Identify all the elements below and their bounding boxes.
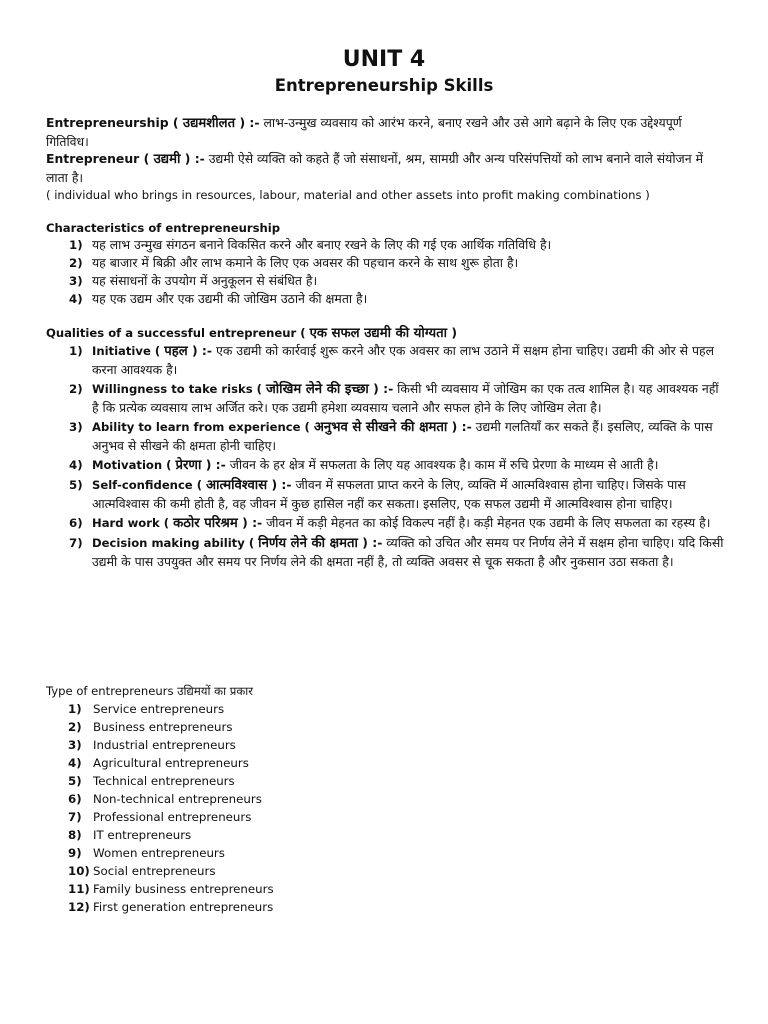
quality-hindi: प्रेरणा [175,458,202,473]
quality-close: ) :- [357,535,383,550]
list-number: 7) [68,810,82,824]
list-item [46,514,726,533]
list-number: 3) [69,420,83,434]
list-item [46,534,726,571]
quality-label: Hard work ( [92,516,174,530]
list-item [46,718,726,736]
quality-text: जीवन में कड़ी मेहनत का कोई विकल्प नहीं है। कड़ी मेहनत एक उद्यमी के लिए सफलता का रहस्य है। [262,515,711,530]
list-text: Social entrepreneurs [93,864,216,878]
quality-text: एक उद्यमी को कार्रवाई शुरू करने और एक अवसर का लाभ उठाने में सक्षम होना चाहिए। उद्यमी की ओर से पहल करना आवश्यक है। [92,343,715,377]
definition-text: लाभ-उन्मुख व्यवसाय को आरंभ करने, बनाए रखने और उसे आगे बढ़ाने के लिए एक उद्देश्यपूर्ण गितिविध। [46,115,682,149]
quality-hindi: जोखिम लेने की इच्छा [265,382,369,397]
list-number: 1) [69,238,83,252]
list-item [46,880,726,898]
qualities-heading-label: Qualities of a successful entrepreneur ( [46,326,310,340]
list-number: 4) [68,756,82,770]
quality-close: ) :- [237,515,263,530]
list-text: यह संसाधनों के उपयोग में अनुकूलन से संबंधित है। [92,273,318,288]
list-text: यह लाभ उन्मुख संगठन बनाने विकसित करने और बनाए रखने के लिए की गई एक आर्थिक गतिविधि है। [92,237,552,252]
list-item [46,254,726,272]
list-number: 2) [69,256,83,270]
page-subtitle: Entrepreneurship Skills [274,76,494,95]
list-text: First generation entrepreneurs [93,900,274,914]
entrepreneur-definition [46,150,726,187]
list-text: Industrial entrepreneurs [93,738,236,752]
quality-hindi: पहल [164,344,188,359]
unit-title: UNIT 4 [342,47,426,72]
term-close: ) :- [180,151,205,166]
list-item [46,772,726,790]
term-hindi: उद्यमी [153,152,181,167]
list-item [46,380,726,417]
list-item [46,236,726,254]
list-number: 12) [68,900,90,914]
list-number: 11) [68,882,90,896]
list-text: Family business entrepreneurs [93,882,274,896]
list-number: 2) [69,382,83,396]
quality-close: ) :- [201,457,226,472]
list-number: 5) [69,478,83,492]
qualities-heading [46,324,726,343]
characteristics-list [46,236,726,308]
quality-text: उद्यमी गलतियाँ कर सकते हैं। इसलिए, व्यक्ति के पास अनुभव से सीखने की क्षमता होनी चाहिए। [92,419,713,453]
list-number: 9) [68,846,82,860]
list-item [46,790,726,808]
list-item [46,808,726,826]
list-text: Professional entrepreneurs [93,810,252,824]
list-text: यह एक उद्यम और एक उद्यमी की जोखिम उठाने की क्षमता है। [92,291,368,306]
quality-text: व्यक्ति को उचित और समय पर निर्णय लेने में सक्षम होना चाहिए। यदि किसी उद्यमी के पास उपयुक्त और समय पर निर्णय लेने की क्षमता नहीं है, तो व्यक्ति अवसर से चूक सकता है और नुकसान उठा सकता है। [92,535,724,569]
quality-text: जीवन में सफलता प्राप्त करने के लिए, व्यक्ति में आत्मविश्वास होना चाहिए। जिसके पास आत्मविश्वास की कमी होती है, वह जीवन में कुछ हासिल नहीं कर सकता। इसलिए, एक सफल उद्यमी में आत्मविश्वास होना चाहिए। [92,477,686,511]
types-list [46,700,726,916]
list-item [46,700,726,718]
list-text: Non-technical entrepreneurs [93,792,262,806]
list-item [46,476,726,513]
quality-close: ) :- [267,477,292,492]
list-number: 1) [68,702,82,716]
term-label: Entrepreneurship ( [46,115,183,130]
list-number: 10) [68,864,90,878]
qualities-heading-hindi: एक सफल उद्यमी की योग्यता [309,326,448,341]
list-item [46,898,726,916]
types-heading: Type of entrepreneurs उद्यिमयों का प्रकार [46,684,254,698]
list-text: यह बाजार में बिक्री और लाभ कमाने के लिए एक अवसर की पहचान करने के साथ शुरू होता है। [92,255,519,270]
entrepreneurship-definition [46,114,726,151]
quality-close: ) :- [368,381,394,396]
quality-close: ) :- [447,419,472,434]
quality-text: किसी भी व्यवसाय में जोखिम का एक तत्व शामिल है। यह आवश्यक नहीं है कि प्रत्येक व्यवसाय लाभ अर्जित करे। एक उद्यमी हमेशा व्यवसाय चलाने और सफल होने के लिए जोखिम लेता है। [92,381,719,415]
quality-label: Initiative ( [92,344,165,358]
list-number: 7) [69,536,83,550]
term-close: ) :- [235,115,260,130]
list-item [46,342,726,379]
list-number: 5) [68,774,82,788]
entrepreneur-english-note: ( individual who brings in resources, labour, material and other assets into profit making combinations ) [46,188,650,202]
list-item [46,844,726,862]
list-text: Service entrepreneurs [93,702,225,716]
list-item [46,826,726,844]
list-number: 6) [69,516,83,530]
list-number: 2) [68,720,82,734]
list-item [46,862,726,880]
list-item [46,736,726,754]
term-hindi: उद्यमशीलत [182,116,236,131]
quality-label: Self-confidence ( [92,478,207,492]
list-number: 4) [69,458,83,472]
list-number: 6) [68,792,82,806]
quality-hindi: आत्मविश्वास [206,478,268,493]
list-item [46,754,726,772]
qualities-list [46,342,726,572]
list-item [46,272,726,290]
list-text: Business entrepreneurs [93,720,233,734]
quality-hindi: निर्णय लेने की क्षमता [258,536,358,551]
quality-label: Ability to learn from experience ( [92,420,314,434]
quality-text: जीवन के हर क्षेत्र में सफलता के लिए यह आवश्यक है। काम में रुचि प्रेरणा के माध्यम से आती है। [225,457,659,472]
quality-label: Decision making ability ( [92,536,259,550]
list-text: Technical entrepreneurs [93,774,235,788]
list-number: 4) [69,292,83,306]
list-number: 3) [69,274,83,288]
characteristics-heading: Characteristics of entrepreneurship [46,221,281,235]
quality-hindi: अनुभव से सीखने की क्षमता [313,420,448,435]
list-text: IT entrepreneurs [93,828,192,842]
qualities-heading-close: ) [447,325,458,340]
quality-close: ) :- [187,343,213,358]
list-item [46,418,726,455]
list-number: 8) [68,828,82,842]
term-label: Entrepreneur ( [46,151,154,166]
list-number: 1) [69,344,83,358]
definition-text: उद्यमी ऐसे व्यक्ति को कहते हैं जो संसाधनों, श्रम, सामग्री और अन्य परिसंपत्तियों को लाभ बनाने वाले संयोजन में लाता है। [46,151,703,185]
list-item [46,290,726,308]
list-number: 3) [68,738,82,752]
list-text: Agricultural entrepreneurs [93,756,249,770]
quality-label: Motivation ( [92,458,176,472]
quality-hindi: कठोर परिश्रम [173,516,238,531]
list-item [46,456,726,475]
list-text: Women entrepreneurs [93,846,225,860]
quality-label: Willingness to take risks ( [92,382,266,396]
